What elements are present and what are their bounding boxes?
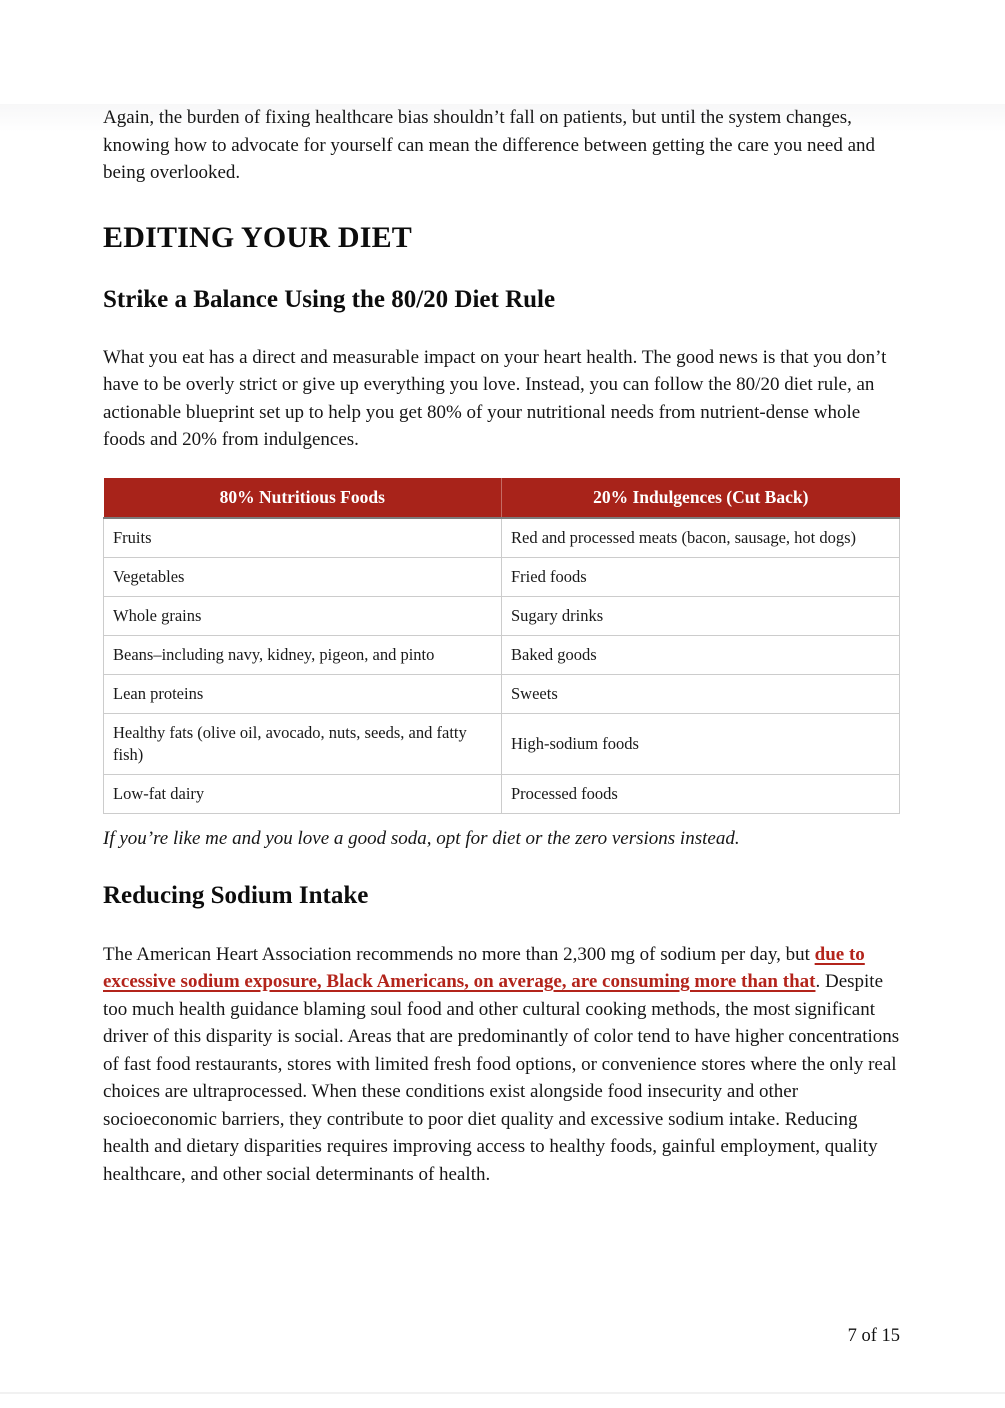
table-row — [104, 518, 900, 558]
table-cell: Beans–including navy, kidney, pigeon, and pinto — [104, 635, 502, 674]
table-cell: Baked goods — [502, 635, 900, 674]
table-header-nutritious: 80% Nutritious Foods — [104, 478, 502, 518]
sodium-paragraph-after-link: . Despite too much health guidance blaming soul food and other cultural cooking methods, the most significant driver of this disparity is social. Areas that are predominantly of color tend to have higher concentrations of fast food restaurants, stores with limited fresh food options, or convenience stores where the only real choices are ultraprocessed. When these conditions exist alongside food insecurity and other socioeconomic barriers, they contribute to poor diet quality and excessive sodium intake. Reducing health and dietary disparities requires improving access to healthy foods, gainful employment, quality healthcare, and other social determinants of health. — [103, 971, 900, 1185]
page-bottom-edge-shading — [0, 1392, 1005, 1394]
page-number-indicator: 7 of 15 — [847, 1326, 900, 1346]
intro-paragraph: Again, the burden of fixing healthcare bias shouldn’t fall on patients, but until the system changes, knowing how to advocate for yourself can mean the difference between getting the care you need and being overlooked. — [103, 107, 876, 183]
table-row — [104, 557, 900, 596]
table-row — [104, 674, 900, 713]
subheading-reducing-sodium-intake: Reducing Sodium Intake — [103, 881, 369, 909]
table-cell: High-sodium foods — [502, 713, 900, 774]
table-row — [104, 596, 900, 635]
table-cell: Fruits — [104, 518, 502, 558]
subheading-8020-diet-rule: Strike a Balance Using the 80/20 Diet Rule — [103, 285, 556, 313]
sodium-paragraph — [103, 941, 900, 1189]
table-header-row — [104, 478, 900, 518]
table-cell: Healthy fats (olive oil, avocado, nuts, seeds, and fatty fish) — [104, 713, 502, 774]
table-row — [104, 713, 900, 774]
table-cell: Vegetables — [104, 557, 502, 596]
table-row — [104, 774, 900, 813]
document-page — [0, 104, 1005, 1188]
table-header-indulgences: 20% Indulgences (Cut Back) — [502, 478, 900, 518]
table-cell: Fried foods — [502, 557, 900, 596]
table-cell: Low-fat dairy — [104, 774, 502, 813]
table-caption: If you’re like me and you love a good soda, opt for diet or the zero versions instead. — [103, 827, 740, 849]
table-cell: Sweets — [502, 674, 900, 713]
table-cell: Red and processed meats (bacon, sausage, hot dogs) — [502, 518, 900, 558]
table-cell: Processed foods — [502, 774, 900, 813]
balance-paragraph: What you eat has a direct and measurable impact on your heart health. The good news is that you don’t have to be overly strict or give up everything you love. Instead, you can follow the 80/20 diet rule, an actionable blueprint set up to help you get 80% of your nutritional needs from nutrient-dense whole foods and 20% from indulgences. — [103, 346, 887, 450]
sodium-exposure-link[interactable]: due to excessive sodium exposure, Black Americans, on average, are consuming more than that — [103, 943, 865, 992]
table-row — [104, 635, 900, 674]
diet-comparison-table — [103, 478, 900, 814]
table-cell: Whole grains — [104, 596, 502, 635]
section-heading-editing-your-diet: EDITING YOUR DIET — [103, 220, 413, 254]
table-cell: Lean proteins — [104, 674, 502, 713]
sodium-paragraph-before-link: The American Heart Association recommends no more than 2,300 mg of sodium per day, but — [103, 943, 815, 965]
table-cell: Sugary drinks — [502, 596, 900, 635]
